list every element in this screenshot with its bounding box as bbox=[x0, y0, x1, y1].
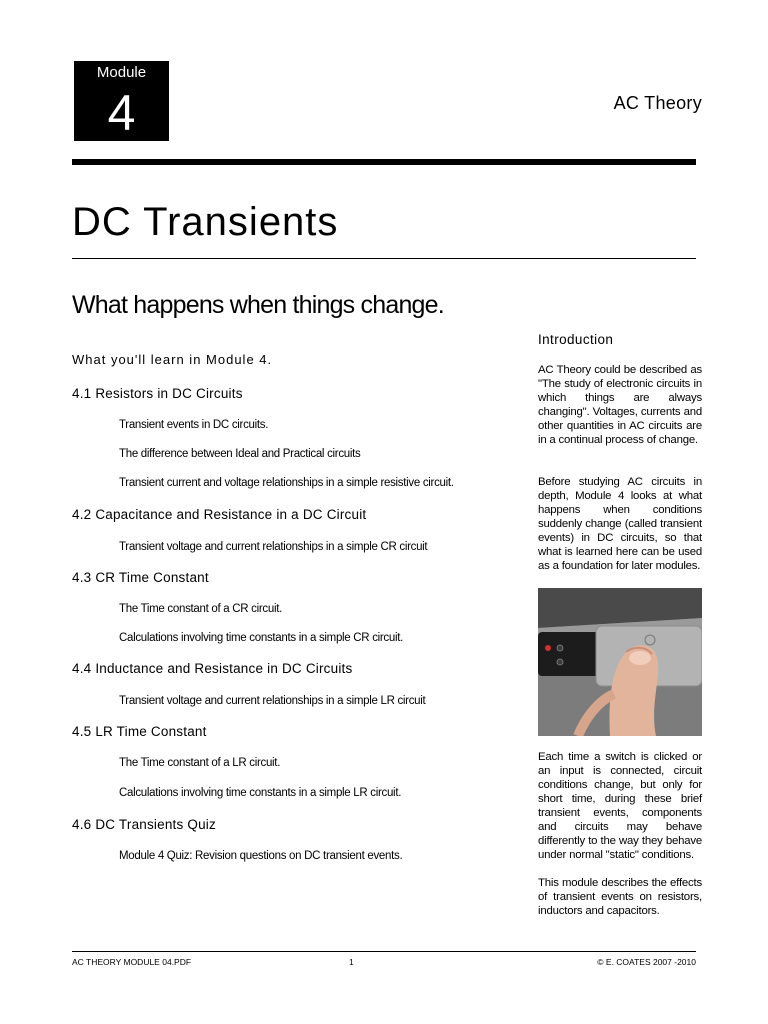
section-item: Transient current and voltage relationships in a simple resistive circuit. bbox=[119, 477, 454, 489]
intro-heading: Introduction bbox=[538, 332, 614, 347]
section-heading: 4.2 Capacitance and Resistance in a DC Circuit bbox=[72, 507, 367, 522]
section-item: Transient events in DC circuits. bbox=[119, 419, 269, 431]
section-item: Module 4 Quiz: Revision questions on DC transient events. bbox=[119, 850, 403, 862]
footer-document-name: AC THEORY MODULE 04.PDF bbox=[72, 957, 192, 967]
section-item: Calculations involving time constants in a simple LR circuit. bbox=[119, 787, 402, 799]
section-item: Transient voltage and current relationships in a simple CR circuit bbox=[119, 541, 428, 553]
subject-title: AC Theory bbox=[613, 93, 702, 113]
page-title: DC Transients bbox=[72, 200, 339, 244]
module-label: Module bbox=[96, 64, 147, 81]
title-divider bbox=[72, 258, 696, 259]
section-item: The difference between Ideal and Practical circuits bbox=[119, 448, 361, 460]
section-heading: 4.5 LR Time Constant bbox=[72, 724, 207, 739]
finger-pressing-switch-photo bbox=[538, 588, 702, 736]
learn-heading: What you'll learn in Module 4. bbox=[72, 352, 273, 367]
footer-copyright: © E. COATES 2007 -2010 bbox=[597, 957, 696, 967]
header-divider bbox=[72, 159, 696, 165]
section-item: Transient voltage and current relationships in a simple LR circuit bbox=[119, 695, 426, 707]
section-item: Calculations involving time constants in a simple CR circuit. bbox=[119, 632, 404, 644]
footer-divider bbox=[72, 951, 696, 952]
section-heading: 4.3 CR Time Constant bbox=[72, 570, 209, 585]
page-number: 1 bbox=[349, 957, 354, 967]
intro-paragraph: Each time a switch is clicked or an input is connected, circuit conditions change, but only for short time, during these brief transient events, components and circuits may behave differently to the way they behave under normal "static" conditions. bbox=[538, 751, 702, 861]
intro-paragraph: This module describes the effects of transient events on resistors, inductors and capacitors. bbox=[538, 877, 702, 917]
section-heading: 4.6 DC Transients Quiz bbox=[72, 817, 216, 832]
section-item: The Time constant of a LR circuit. bbox=[119, 757, 281, 769]
intro-paragraph: Before studying AC circuits in depth, Module 4 looks at what happens when conditions suddenly change (called transient events) in DC circuits, so that what is learned here can be used as a foundation for later modules. bbox=[538, 476, 702, 572]
intro-paragraph: AC Theory could be described as "The study of electronic circuits in which things are always changing". Voltages, currents and other quantities in AC circuits are in a continual process of change. bbox=[538, 364, 702, 446]
section-heading: 4.1 Resistors in DC Circuits bbox=[72, 386, 243, 401]
section-heading: 4.4 Inductance and Resistance in DC Circuits bbox=[72, 661, 353, 676]
module-number: 4 bbox=[107, 85, 136, 141]
section-item: The Time constant of a CR circuit. bbox=[119, 603, 283, 615]
module-badge bbox=[74, 61, 169, 141]
page-subtitle: What happens when things change. bbox=[72, 291, 444, 319]
